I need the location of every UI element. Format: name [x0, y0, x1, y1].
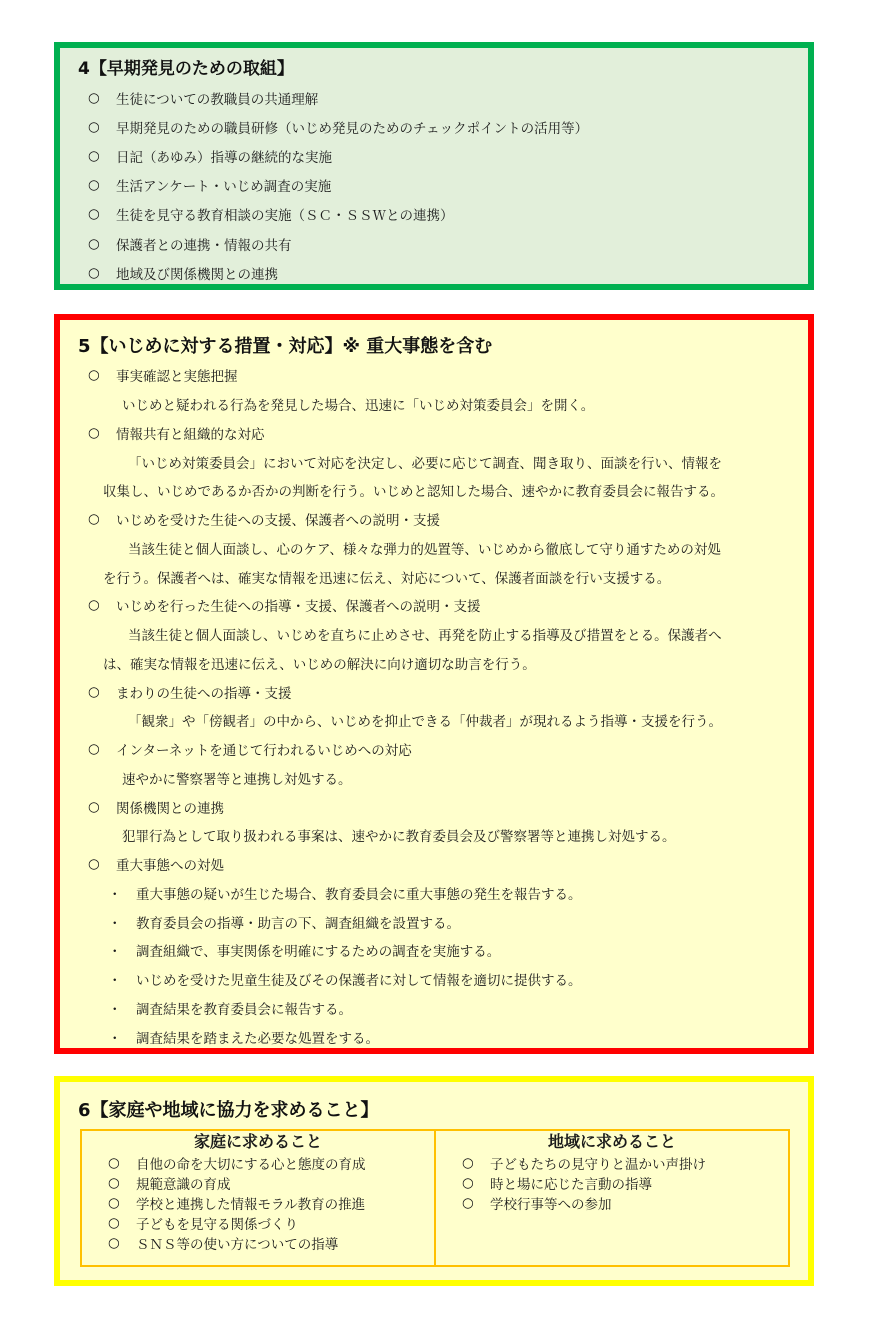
bullet-item — [88, 1022, 800, 1051]
list-item-text: 情報共有と組織的な対応 — [116, 426, 265, 443]
bullet-item — [88, 879, 800, 908]
list-item — [82, 1233, 434, 1253]
circle-marker: ○ — [88, 856, 100, 873]
list-item-text: 学校と連携した情報モラル教育の推進 — [136, 1197, 366, 1213]
list-item-text: 日記（あゆみ）指導の継続的な実施 — [116, 149, 332, 166]
list-item-text: 保護者との連携・情報の共有 — [116, 237, 292, 254]
circle-marker: ○ — [108, 1155, 120, 1171]
circle-marker: ○ — [88, 177, 100, 194]
list-item — [88, 229, 800, 258]
description-line: は、確実な情報を迅速に伝え、いじめの解決に向け適切な助言を行う。 — [103, 656, 536, 673]
list-item — [88, 83, 800, 112]
list-item-text: 事実確認と実態把握 — [116, 369, 238, 386]
bullet-item-text: 重大事態の疑いが生じた場合、教育委員会に重大事態の発生を報告する。 — [136, 886, 582, 903]
list-item — [436, 1173, 788, 1193]
list-item — [88, 258, 800, 287]
list-item-text: 時と場に応じた言動の指導 — [490, 1177, 652, 1193]
list-item — [436, 1153, 788, 1173]
home-column-title: 家庭に求めること — [193, 1132, 322, 1151]
home-column — [82, 1131, 434, 1265]
list-item — [88, 112, 800, 141]
bullet-item-text: 教育委員会の指導・助言の下、調査組織を設置する。 — [136, 915, 460, 932]
bullet-marker: ・ — [108, 973, 122, 990]
bullet-marker: ・ — [108, 915, 122, 932]
community-column — [434, 1131, 788, 1265]
list-item-text: インターネットを通じて行われるいじめへの対応 — [116, 743, 412, 760]
list-item-text: 生徒についての教職員の共通理解 — [116, 91, 319, 108]
list-item — [88, 141, 800, 170]
list-item-text: 地域及び関係機関との連携 — [116, 266, 278, 283]
circle-marker: ○ — [88, 89, 100, 106]
section-early-detection — [54, 42, 814, 290]
list-item-text: 学校行事等への参加 — [490, 1197, 612, 1213]
circle-marker: ○ — [462, 1175, 474, 1191]
description-line: 当該生徒と個人面談し、いじめを直ちに止めさせ、再発を防止する指導及び措置をとる。保護者へ — [128, 628, 722, 645]
bullet-marker: ・ — [108, 886, 122, 903]
circle-marker: ○ — [88, 424, 100, 441]
section-4-heading: 4【早期発見のための取組】 — [78, 59, 294, 79]
circle-marker: ○ — [108, 1215, 120, 1231]
list-item — [88, 677, 800, 706]
circle-marker: ○ — [88, 264, 100, 281]
circle-marker: ○ — [462, 1195, 474, 1211]
list-item — [88, 200, 800, 229]
bullet-item — [88, 994, 800, 1023]
circle-marker: ○ — [88, 511, 100, 528]
circle-marker: ○ — [462, 1155, 474, 1171]
early-detection-list — [88, 83, 800, 287]
bullet-item-text: 調査結果を教育委員会に報告する。 — [136, 1001, 352, 1018]
list-item-text: 早期発見のための職員研修（いじめ発見のためのチェックポイントの活用等） — [116, 120, 589, 137]
list-item-text: 規範意識の育成 — [136, 1177, 231, 1193]
list-item-text: いじめを受けた生徒への支援、保護者への説明・支援 — [116, 513, 440, 530]
list-item-text: 子どもを見守る関係づくり — [136, 1217, 298, 1233]
section-5-heading: 5【いじめに対する措置・対応】※ 重大事態を含む — [78, 336, 493, 357]
bullet-item — [88, 936, 800, 965]
list-item — [88, 361, 800, 390]
bullet-marker: ・ — [108, 1030, 122, 1047]
bullet-item — [88, 907, 800, 936]
circle-marker: ○ — [88, 741, 100, 758]
list-item-text: まわりの生徒への指導・支援 — [116, 685, 292, 702]
list-item-text: 重大事態への対処 — [116, 858, 224, 875]
circle-marker: ○ — [88, 683, 100, 700]
description-line: 収集し、いじめであるか否かの判断を行う。いじめと認知した場合、速やかに教育委員会に報告する。 — [103, 484, 724, 501]
section-bullying-response — [54, 314, 814, 1054]
bullet-item-text: 調査結果を踏まえた必要な処置をする。 — [136, 1030, 379, 1047]
list-item — [88, 591, 800, 620]
list-item-text: 生徒を見守る教育相談の実施（ＳＣ・ＳＳＷとの連携） — [116, 208, 454, 225]
description-line: 「観衆」や「傍観者」の中から、いじめを抑止できる「仲裁者」が現れるよう指導・支援を行う。 — [128, 714, 722, 731]
list-item-text: 子どもたちの見守りと温かい声掛け — [490, 1157, 706, 1173]
list-item-text: 生活アンケート・いじめ調査の実施 — [116, 179, 332, 196]
list-item — [88, 171, 800, 200]
circle-marker: ○ — [108, 1175, 120, 1191]
circle-marker: ○ — [108, 1195, 120, 1211]
list-item-text: いじめを行った生徒への指導・支援、保護者への説明・支援 — [116, 599, 481, 616]
description-line: を行う。保護者へは、確実な情報を迅速に伝え、対応について、保護者面談を行い支援する。 — [103, 570, 671, 587]
list-item — [436, 1193, 788, 1213]
list-item — [88, 850, 800, 879]
section-home-community — [54, 1076, 814, 1286]
bullet-item-text: 調査組織で、事実関係を明確にするための調査を実施する。 — [136, 944, 501, 961]
bullet-item — [88, 965, 800, 994]
circle-marker: ○ — [88, 235, 100, 252]
list-item — [82, 1173, 434, 1193]
list-item — [82, 1153, 434, 1173]
list-item — [88, 505, 800, 534]
list-item — [82, 1193, 434, 1213]
list-item-text: ＳＮＳ等の使い方についての指導 — [136, 1237, 339, 1253]
description-line: いじめと疑われる行為を発見した場合、迅速に「いじめ対策委員会」を開く。 — [122, 398, 595, 415]
list-item — [88, 792, 800, 821]
list-item — [88, 735, 800, 764]
list-item — [88, 419, 800, 448]
circle-marker: ○ — [88, 597, 100, 614]
description-line: 当該生徒と個人面談し、心のケア、様々な弾力的処置等、いじめから徹底して守り通すための対処 — [128, 541, 721, 558]
circle-marker: ○ — [88, 206, 100, 223]
bullet-item-text: いじめを受けた児童生徒及びその保護者に対して情報を適切に提供する。 — [136, 973, 582, 990]
circle-marker: ○ — [88, 147, 100, 164]
section-6-heading: 6【家庭や地域に協力を求めること】 — [78, 1100, 379, 1121]
bullet-marker: ・ — [108, 1001, 122, 1018]
circle-marker: ○ — [88, 798, 100, 815]
description-line: 犯罪行為として取り扱われる事案は、速やかに教育委員会及び警察署等と連携し対処する。 — [122, 829, 676, 846]
community-column-title: 地域に求めること — [547, 1132, 676, 1151]
circle-marker: ○ — [88, 118, 100, 135]
list-item — [82, 1213, 434, 1233]
circle-marker: ○ — [88, 367, 100, 384]
bullet-marker: ・ — [108, 944, 122, 961]
circle-marker: ○ — [108, 1235, 120, 1251]
list-item-text: 関係機関との連携 — [116, 800, 224, 817]
response-list — [88, 361, 800, 1051]
description-line: 速やかに警察署等と連携し対処する。 — [122, 771, 352, 788]
cooperation-table — [80, 1129, 790, 1267]
list-item-text: 自他の命を大切にする心と態度の育成 — [136, 1157, 366, 1173]
description-line: 「いじめ対策委員会」において対応を決定し、必要に応じて調査、聞き取り、面談を行い、情報を — [128, 455, 722, 472]
